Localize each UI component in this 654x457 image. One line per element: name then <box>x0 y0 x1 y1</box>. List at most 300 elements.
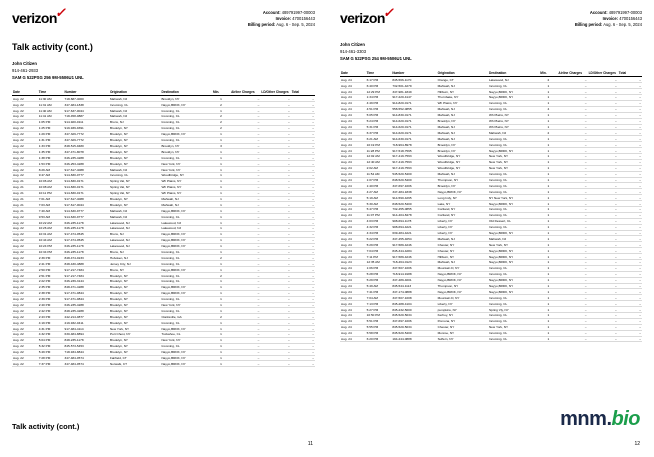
cell-origination: Nayyo,BRDK, NY <box>437 277 488 283</box>
cell-time: 11:07 PM <box>366 212 392 218</box>
cell-total: – <box>618 95 642 101</box>
watermark-mnm: mnm <box>560 408 607 430</box>
col-time: Time <box>366 71 392 77</box>
cell-origination: Cortland, NY <box>437 212 488 218</box>
cell-total: – <box>618 201 642 207</box>
page-header-left <box>12 5 315 28</box>
cell-total: – <box>618 195 642 201</box>
cell-destination: Nayyo,BRDK, NY <box>160 290 212 296</box>
cell-date: Aug. 24 <box>340 271 366 277</box>
cell-min: 1 <box>212 231 230 237</box>
cell-number: 917-589-4246 <box>391 254 436 260</box>
cell-total: – <box>618 153 642 159</box>
cell-destination: Incoming, CL <box>160 255 212 261</box>
cell-airline-charges: – <box>557 271 587 277</box>
cell-date: Aug. 22 <box>12 137 38 143</box>
cell-ld-other-charges: – <box>588 77 618 83</box>
cell-date: Aug. 22 <box>12 225 38 231</box>
account-label: Account: <box>589 10 608 15</box>
col-min: Min. <box>212 90 230 96</box>
cell-number: 347-471-8078 <box>64 149 109 155</box>
cell-total: – <box>291 243 315 249</box>
cell-number: 914-620-0171 <box>391 118 436 124</box>
cell-min: 1 <box>212 155 230 161</box>
cell-airline-charges: – <box>557 189 587 195</box>
cell-min: 1 <box>539 189 557 195</box>
cell-ld-other-charges: – <box>588 106 618 112</box>
cell-destination: Clarksville, GA <box>160 314 212 320</box>
cell-airline-charges: – <box>230 172 260 178</box>
cell-origination: Brooklyn, NY <box>437 148 488 154</box>
table-body-left <box>12 96 315 367</box>
cell-destination: Nayyo,BRDK, NY <box>160 208 212 214</box>
cell-ld-other-charges: – <box>588 277 618 283</box>
cell-airline-charges: – <box>230 149 260 155</box>
cell-time: 10:50 PM <box>366 313 392 319</box>
cell-time: 6:17 PM <box>366 77 392 83</box>
cell-ld-other-charges: – <box>260 278 290 284</box>
cell-date: Aug. 24 <box>340 112 366 118</box>
cell-origination: Brooklyn, NY <box>109 161 161 167</box>
cell-total: – <box>618 77 642 83</box>
cell-min: 1 <box>212 361 230 367</box>
cell-destination: Nayyo,BRDK, NY <box>488 254 539 260</box>
cell-destination: Wh Plains, NY <box>488 124 539 130</box>
cell-airline-charges: – <box>230 167 260 173</box>
cell-time: 10:34 PM <box>38 249 64 255</box>
cell-destination: Incoming, CL <box>160 278 212 284</box>
cell-number: 646-253-4288 <box>64 161 109 167</box>
cell-ld-other-charges: – <box>588 330 618 336</box>
cell-ld-other-charges: – <box>588 295 618 301</box>
cell-time: 4:51 PM <box>366 106 392 112</box>
cell-min: 1 <box>212 349 230 355</box>
cell-airline-charges: – <box>557 224 587 230</box>
cell-date: Aug. 24 <box>340 136 366 142</box>
cell-date: Aug. 22 <box>12 284 38 290</box>
cell-origination: Chester, NY <box>437 324 488 330</box>
page-number-left: 11 <box>307 441 313 447</box>
cell-time: 7:13 PM <box>366 301 392 307</box>
cell-origination: Mahwah, NJ <box>109 114 161 120</box>
cell-origination: Thompson, NY <box>437 283 488 289</box>
cell-destination: Wh Plains, NY <box>160 178 212 184</box>
cell-origination: Bronx, NY <box>109 267 161 273</box>
cell-total: – <box>291 355 315 361</box>
cell-total: – <box>291 261 315 267</box>
cell-date: Aug. 24 <box>340 224 366 230</box>
cell-number: 848-474-0233 <box>64 255 109 261</box>
cell-airline-charges: – <box>557 212 587 218</box>
cell-destination: Incoming, CL <box>488 301 539 307</box>
cell-date: Aug. 22 <box>12 337 38 343</box>
cell-destination: Nayyo,BRDK, NY <box>488 289 539 295</box>
cell-airline-charges: – <box>230 308 260 314</box>
cell-time: 1:40 PM <box>366 183 392 189</box>
cell-ld-other-charges: – <box>260 167 290 173</box>
cell-date: Aug. 24 <box>340 313 366 319</box>
cell-total: – <box>291 96 315 102</box>
cell-number: 917-471-0844 <box>64 290 109 296</box>
cell-total: – <box>618 112 642 118</box>
cell-time: 1:31 PM <box>38 137 64 143</box>
cell-destination: Nayyo,BRDK, NY <box>488 283 539 289</box>
cell-time: 5:49 AM <box>366 283 392 289</box>
cell-destination: New York, NY <box>160 167 212 173</box>
cell-total: – <box>291 314 315 320</box>
cell-date: Aug. 24 <box>340 230 366 236</box>
cell-destination: Incoming, CL <box>488 100 539 106</box>
cell-destination: Incoming, CL <box>488 330 539 336</box>
cell-total: – <box>618 142 642 148</box>
cell-min: 1 <box>539 295 557 301</box>
cell-min: 1 <box>212 178 230 184</box>
cell-number: 845-566-1170 <box>391 77 436 83</box>
cell-origination: Brooklyn, NY <box>437 183 488 189</box>
cell-origination: Bronx, NJ <box>109 231 161 237</box>
cell-origination: Mahwah, NJ <box>437 106 488 112</box>
cell-number: 639-484-4221 <box>391 230 436 236</box>
cell-ld-other-charges: – <box>588 206 618 212</box>
cell-time: 5:47 PM <box>366 206 392 212</box>
watermark-bio: bio <box>611 408 640 430</box>
cell-number: 347-697-1006 <box>391 318 436 324</box>
cell-destination: Incoming, CL <box>160 125 212 131</box>
cell-number: 917-518-7595 <box>391 148 436 154</box>
cell-origination: Chester, NY <box>437 242 488 248</box>
cell-airline-charges: – <box>557 195 587 201</box>
cell-destination: Incoming, CL <box>488 212 539 218</box>
cell-total: – <box>291 178 315 184</box>
cell-ld-other-charges: – <box>260 296 290 302</box>
cell-date: Aug. 24 <box>340 100 366 106</box>
cell-number: 347-329-7772 <box>64 131 109 137</box>
cell-total: – <box>618 171 642 177</box>
cell-airline-charges: – <box>557 248 587 254</box>
cell-min: 2 <box>212 114 230 120</box>
cell-number: 718-458-0887 <box>64 114 109 120</box>
cell-origination: Lake, NY <box>437 201 488 207</box>
cell-ld-other-charges: – <box>588 112 618 118</box>
cell-destination: Incoming, CL <box>160 114 212 120</box>
cell-origination: Liberty, NY <box>437 301 488 307</box>
cell-date: Aug. 22 <box>12 326 38 332</box>
cell-time: 5:24 PM <box>366 118 392 124</box>
cell-date: Aug. 22 <box>12 161 38 167</box>
cell-airline-charges: – <box>230 302 260 308</box>
cell-date: Aug. 22 <box>12 96 38 102</box>
cell-min: 1 <box>539 254 557 260</box>
cell-total: – <box>291 155 315 161</box>
cell-min: 1 <box>212 96 230 102</box>
cell-date: Aug. 22 <box>12 320 38 326</box>
cell-ld-other-charges: – <box>588 265 618 271</box>
cell-date: Aug. 24 <box>340 289 366 295</box>
cell-number: 914-404-8478 <box>391 212 436 218</box>
cell-total: – <box>618 318 642 324</box>
cell-min: 2 <box>212 102 230 108</box>
cell-airline-charges: – <box>230 320 260 326</box>
cell-ld-other-charges: – <box>260 102 290 108</box>
cell-time: 4:49 PM <box>366 100 392 106</box>
cell-ld-other-charges: – <box>588 124 618 130</box>
cell-ld-other-charges: – <box>588 83 618 89</box>
cell-date: Aug. 22 <box>12 332 38 338</box>
cell-destination: Wh Plains, NY <box>488 118 539 124</box>
col-number: Number <box>391 71 436 77</box>
cell-destination: New York, NY <box>488 242 539 248</box>
cell-destination: Incoming, CL <box>488 106 539 112</box>
cell-origination: Bronx, NJ <box>109 249 161 255</box>
cell-ld-other-charges: – <box>588 248 618 254</box>
cell-airline-charges: – <box>230 225 260 231</box>
cell-time: 1:07 PM <box>366 177 392 183</box>
cell-date: Aug. 22 <box>12 149 38 155</box>
customer-block-left <box>12 61 315 82</box>
cell-time: 11:28 PM <box>366 148 392 154</box>
cell-number: 194-244-0888 <box>391 336 436 342</box>
cell-ld-other-charges: – <box>260 131 290 137</box>
cell-ld-other-charges: – <box>260 125 290 131</box>
cell-origination: Brooklyn, NY <box>109 149 161 155</box>
cell-origination: Liberty, NY <box>437 224 488 230</box>
cell-ld-other-charges: – <box>588 118 618 124</box>
cell-airline-charges: – <box>230 249 260 255</box>
cell-total: – <box>618 236 642 242</box>
table-row <box>340 336 642 342</box>
cell-time: 2:43 PM <box>38 314 64 320</box>
cell-time: 11:54 AM <box>366 171 392 177</box>
verizon-check-icon: ✓ <box>54 5 68 20</box>
cell-ld-other-charges: – <box>588 171 618 177</box>
cell-date: Aug. 22 <box>12 361 38 367</box>
cell-number: 917-217-7484 <box>64 273 109 279</box>
cell-date: Aug. 22 <box>12 237 38 243</box>
cell-min: 1 <box>539 336 557 342</box>
cell-airline-charges: – <box>557 177 587 183</box>
cell-date: Aug. 21 <box>12 202 38 208</box>
cell-total: – <box>618 283 642 289</box>
cell-airline-charges: – <box>557 318 587 324</box>
cell-time: 2:50 PM <box>38 267 64 273</box>
cell-airline-charges: – <box>557 124 587 130</box>
cell-total: – <box>618 224 642 230</box>
cell-total: – <box>618 324 642 330</box>
cell-origination: Brooklyn, NY <box>109 278 161 284</box>
cell-time: 7:11 PM <box>366 254 392 260</box>
cell-date: Aug. 24 <box>340 195 366 201</box>
cell-airline-charges: – <box>557 301 587 307</box>
customer-name-right: John Citizen <box>340 42 365 48</box>
cell-ld-other-charges: – <box>588 307 618 313</box>
cell-number: 347-507-1008 <box>391 295 436 301</box>
cell-total: – <box>291 184 315 190</box>
cell-date: Aug. 24 <box>340 318 366 324</box>
cell-airline-charges: – <box>230 96 260 102</box>
cell-ld-other-charges: – <box>260 119 290 125</box>
cell-time: 11:40 AM <box>38 108 64 114</box>
cell-origination: Liberty, NY <box>437 218 488 224</box>
cell-time: 10:08 AM <box>38 184 64 190</box>
cell-airline-charges: – <box>230 137 260 143</box>
cell-date: Aug. 22 <box>12 273 38 279</box>
cell-time: 10:06 AM <box>38 178 64 184</box>
cell-min: 1 <box>539 265 557 271</box>
cell-origination: Mahwah, NJ <box>437 171 488 177</box>
cell-number: 917-419-7593 <box>391 153 436 159</box>
cell-date: Aug. 24 <box>340 153 366 159</box>
cell-time: 2:41 PM <box>38 261 64 267</box>
cell-ld-other-charges: – <box>260 361 290 367</box>
cell-destination: Mahwah, NJ <box>160 202 212 208</box>
cell-airline-charges: – <box>557 171 587 177</box>
cell-time: 5:31 PM <box>366 124 392 130</box>
cell-ld-other-charges: – <box>588 153 618 159</box>
cell-total: – <box>291 114 315 120</box>
cell-ld-other-charges: – <box>260 261 290 267</box>
invoice-label: Invoice: <box>602 16 619 22</box>
cell-airline-charges: – <box>557 118 587 124</box>
cell-total: – <box>291 220 315 226</box>
cell-destination: Incoming, CL <box>160 214 212 220</box>
cell-number: 732-501-4279 <box>391 83 436 89</box>
cell-number: 347-507-1006 <box>391 265 436 271</box>
cell-time: 5:27 PM <box>366 307 392 313</box>
cell-min: 1 <box>212 137 230 143</box>
cell-ld-other-charges: – <box>260 355 290 361</box>
cell-number: 914-630-0171 <box>391 136 436 142</box>
cell-ld-other-charges: – <box>588 212 618 218</box>
col-total: Total <box>618 71 642 77</box>
cell-min: 1 <box>539 224 557 230</box>
cell-airline-charges: – <box>557 259 587 265</box>
cell-min: 2 <box>539 77 557 83</box>
invoice-value: 4700156443 <box>292 16 315 22</box>
cell-min: 1 <box>539 171 557 177</box>
cell-number: 848-235-1178 <box>64 337 109 343</box>
cell-ld-other-charges: – <box>588 324 618 330</box>
cell-date: Aug. 24 <box>340 89 366 95</box>
cell-time: 5:55 PM <box>366 324 392 330</box>
cell-number: 732-455-0855 <box>391 206 436 212</box>
cell-number: 914-920-0111 <box>64 119 109 125</box>
cell-total: – <box>618 301 642 307</box>
cell-airline-charges: – <box>557 230 587 236</box>
cell-min: 3 <box>212 143 230 149</box>
cell-airline-charges: – <box>557 201 587 207</box>
cell-time: 1:53 PM <box>38 161 64 167</box>
cell-airline-charges: – <box>230 108 260 114</box>
cell-destination: Nayyo,BRDK, NY <box>160 326 212 332</box>
cell-airline-charges: – <box>230 208 260 214</box>
cell-time: 1:34 PM <box>366 95 392 101</box>
cell-number: 914-830-0171 <box>64 190 109 196</box>
cell-date: Aug. 24 <box>340 277 366 283</box>
cell-origination: Brooklyn, NY <box>109 302 161 308</box>
cell-ld-other-charges: – <box>260 343 290 349</box>
cell-total: – <box>618 230 642 236</box>
cell-number: 914-830-0171 <box>64 184 109 190</box>
col-time: Time <box>38 90 64 96</box>
talk-activity-table-right <box>340 71 642 342</box>
cell-total: – <box>618 148 642 154</box>
cell-date: Aug. 24 <box>340 201 366 207</box>
cell-destination: Nayyo,BRDK, NY <box>160 361 212 367</box>
cell-min: 1 <box>539 100 557 106</box>
cell-total: – <box>618 295 642 301</box>
cell-date: Aug. 22 <box>12 131 38 137</box>
cell-total: – <box>291 337 315 343</box>
cell-ld-other-charges: – <box>260 178 290 184</box>
cell-number: 646-235-4288 <box>64 302 109 308</box>
cell-ld-other-charges: – <box>260 196 290 202</box>
cell-total: – <box>291 102 315 108</box>
cell-time: 7:01 AM <box>38 196 64 202</box>
cell-min: 1 <box>212 343 230 349</box>
cell-min: 1 <box>212 278 230 284</box>
cell-time: 4:19 PM <box>38 320 64 326</box>
cell-total: – <box>618 124 642 130</box>
cell-date: Aug. 22 <box>12 302 38 308</box>
cell-date: Aug. 24 <box>340 177 366 183</box>
cell-total: – <box>618 289 642 295</box>
cell-time: 12:02 AM <box>366 153 392 159</box>
cell-number: 919-939-9391 <box>64 125 109 131</box>
cell-total: – <box>291 267 315 273</box>
cell-number: 630-484-8894 <box>64 332 109 338</box>
cell-date: Aug. 24 <box>340 301 366 307</box>
cell-total: – <box>291 284 315 290</box>
cell-time: 10:44 AM <box>38 237 64 243</box>
cell-number: 917-419-7593 <box>391 165 436 171</box>
cell-origination: Brooklyn, NY <box>109 349 161 355</box>
cell-total: – <box>291 137 315 143</box>
cell-destination: Nayyo,BRDK, NY <box>488 201 539 207</box>
col-destination: Destination <box>160 90 212 96</box>
cell-destination: Woodbridge, NY <box>160 172 212 178</box>
cell-total: – <box>618 336 642 342</box>
cell-date: Aug. 22 <box>12 155 38 161</box>
cell-min: 1 <box>539 248 557 254</box>
cell-time: 10:19 PM <box>366 142 392 148</box>
cell-date: Aug. 24 <box>340 183 366 189</box>
cell-destination: Nayyo,BRDK, NY <box>488 89 539 95</box>
cell-ld-other-charges: – <box>260 332 290 338</box>
cell-ld-other-charges: – <box>588 95 618 101</box>
cell-min: 1 <box>212 196 230 202</box>
cell-number: 347-981-1849 <box>391 89 436 95</box>
cell-min: 1 <box>539 313 557 319</box>
cell-airline-charges: – <box>557 277 587 283</box>
cell-destination: Nayyo,BRDK, NY <box>488 148 539 154</box>
cell-date: Aug. 21 <box>12 196 38 202</box>
cell-origination: Nayyo,BRDK, NY <box>437 189 488 195</box>
cell-origination: Lakewood, NJ <box>109 243 161 249</box>
cell-date: Aug. 24 <box>340 118 366 124</box>
cell-total: – <box>618 183 642 189</box>
customer-number-right: 914-461-3303 <box>340 49 367 55</box>
cell-origination: Lakewood, NJ <box>109 225 161 231</box>
cell-min: 1 <box>212 296 230 302</box>
cell-origination: Brooklyn, NY <box>437 118 488 124</box>
cell-number: 718-464-0123 <box>391 259 436 265</box>
cell-ld-other-charges: – <box>260 243 290 249</box>
cell-number: 917-220-4147 <box>391 95 436 101</box>
cell-date: Aug. 22 <box>12 255 38 261</box>
cell-date: Aug. 24 <box>340 142 366 148</box>
cell-time: 12:40 AM <box>366 159 392 165</box>
cell-airline-charges: – <box>230 273 260 279</box>
